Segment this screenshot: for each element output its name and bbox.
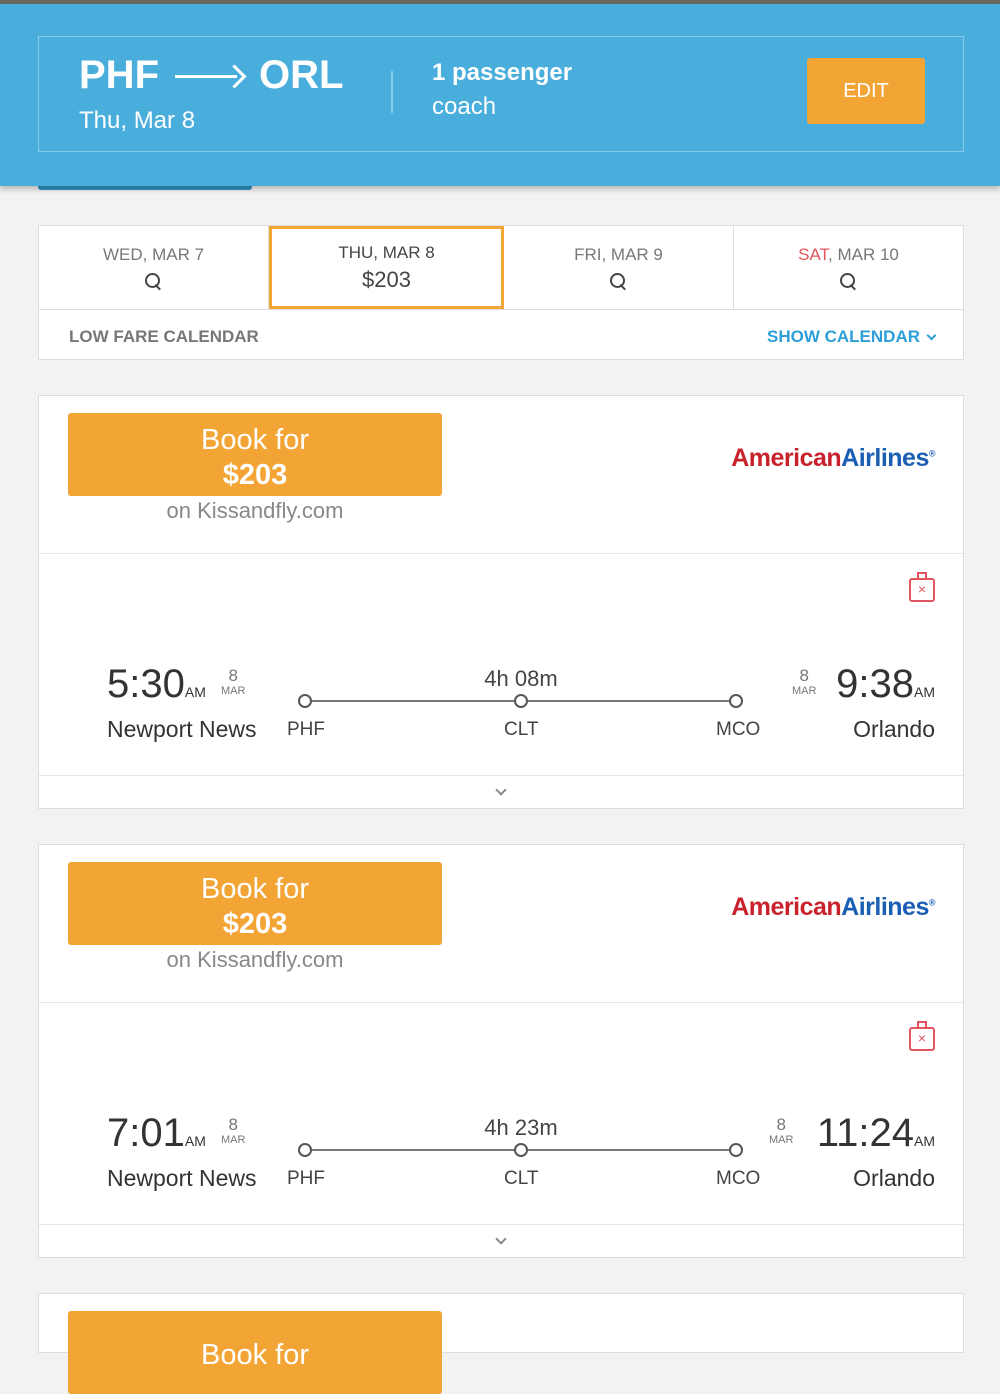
arrival-airport-code: MCO: [716, 719, 761, 740]
departure-time-value: 7:01: [107, 1111, 185, 1155]
arrow-right-icon: [175, 64, 243, 88]
arrival-day: 8: [776, 1115, 786, 1134]
origin-code: PHF: [79, 53, 159, 97]
departure-time-value: 5:30: [107, 662, 185, 706]
departure-time: [107, 1111, 206, 1156]
search-summary-box: [38, 36, 964, 152]
arrival-month: MAR: [792, 685, 817, 697]
date-tab-price: $203: [362, 266, 411, 292]
expand-details-toggle[interactable]: [39, 1225, 963, 1257]
departure-ampm: AM: [184, 684, 206, 700]
arrival-city: Orlando: [853, 1165, 935, 1191]
chevron-down-icon: [495, 784, 506, 795]
arrival-time: [836, 662, 935, 707]
edit-search-button[interactable]: EDIT: [807, 58, 925, 124]
arrival-time: [817, 1111, 935, 1156]
stop-node: [514, 1143, 528, 1157]
airline-name-part: American: [731, 893, 842, 921]
departure-date: [221, 666, 246, 697]
date-tab-sat-mar-10[interactable]: [734, 226, 963, 309]
stop-airport-code: CLT: [504, 1168, 539, 1189]
flight-result-card: [38, 395, 964, 809]
arrival-day: 8: [799, 666, 809, 685]
book-button[interactable]: [68, 1311, 442, 1394]
date-tab-day: FRI: [574, 244, 602, 264]
show-calendar-label: SHOW CALENDAR: [767, 327, 920, 346]
book-price: $203: [222, 907, 288, 940]
no-bag-icon: ×: [909, 1021, 935, 1053]
search-summary-header: [0, 4, 1000, 186]
booking-site: on Kissandfly.com: [166, 498, 344, 523]
date-tab-thu-mar-8[interactable]: [269, 226, 504, 309]
flight-duration: 4h 08m: [484, 666, 558, 691]
date-tab-wed-mar-7[interactable]: [39, 226, 269, 309]
search-icon: [610, 273, 628, 291]
date-tab-date: , MAR 8: [373, 242, 435, 262]
flight-result-card: [38, 844, 964, 1258]
date-tab-day: WED: [102, 244, 143, 264]
flight-card-header: [39, 1294, 963, 1371]
arrival-date: [769, 1115, 794, 1146]
date-tabs: [39, 226, 963, 310]
book-button[interactable]: [68, 862, 442, 945]
origin-node: [298, 694, 312, 708]
arrival-time-value: 11:24: [816, 1111, 914, 1155]
departure-date: [221, 1115, 246, 1146]
arrival-month: MAR: [769, 1134, 794, 1146]
show-calendar-link[interactable]: [767, 327, 935, 347]
chevron-down-icon: [927, 330, 937, 340]
book-label: Book for: [201, 423, 309, 456]
departure-ampm: AM: [184, 1133, 206, 1149]
stop-node: [514, 694, 528, 708]
flight-duration: 4h 23m: [484, 1115, 558, 1140]
departure-city: Newport News: [107, 716, 257, 742]
departure-month: MAR: [221, 685, 246, 697]
arrival-city: Orlando: [853, 716, 935, 742]
passenger-count: 1 passenger: [432, 59, 573, 86]
airline-name-part: Airlines: [841, 893, 929, 921]
booking-site: on Kissandfly.com: [166, 947, 344, 972]
date-tab-fri-mar-9[interactable]: [504, 226, 734, 309]
flight-result-card: [38, 1293, 964, 1371]
flight-card-header: [39, 845, 963, 1003]
airline-name-part: Airlines: [841, 444, 929, 472]
book-label: Book for: [201, 872, 309, 905]
no-bag-icon: ×: [909, 572, 935, 604]
departure-airport-code: PHF: [287, 1168, 325, 1189]
flight-itinerary: [39, 1003, 963, 1225]
arrival-airport-code: MCO: [716, 1168, 761, 1189]
date-tab-date: , MAR 7: [142, 244, 205, 264]
book-price: $203: [222, 458, 288, 491]
search-icon: [145, 273, 163, 291]
departure-city: Newport News: [107, 1165, 257, 1191]
low-fare-calendar-label: LOW FARE CALENDAR: [69, 327, 259, 346]
arrival-time-value: 9:38: [836, 662, 914, 706]
date-tab-label: [103, 245, 204, 265]
airline-name-part: American: [731, 444, 842, 472]
destination-code: ORL: [259, 53, 344, 97]
departure-day: 8: [228, 1115, 238, 1134]
stop-airport-code: CLT: [504, 719, 539, 740]
arrival-node: [729, 1143, 743, 1157]
departure-airport-code: PHF: [287, 719, 325, 740]
registered-mark: ®: [928, 897, 935, 908]
departure-time: [107, 662, 206, 707]
arrival-date: [792, 666, 817, 697]
departure-month: MAR: [221, 1134, 246, 1146]
date-tab-date: , MAR 9: [601, 244, 663, 264]
route: [79, 53, 343, 98]
search-icon: [840, 273, 858, 291]
chevron-down-icon: [495, 1233, 506, 1244]
date-tab-day: SAT: [798, 244, 829, 264]
date-tab-date: , MAR 10: [828, 244, 899, 264]
arrival-ampm: AM: [914, 1133, 935, 1149]
book-label: Book for: [201, 1339, 309, 1371]
origin-node: [298, 1143, 312, 1157]
expand-details-toggle[interactable]: [39, 776, 963, 808]
flight-itinerary: [39, 554, 963, 776]
date-tab-label: [798, 245, 899, 265]
date-selector: [38, 225, 964, 360]
date-tab-day: THU: [338, 242, 374, 262]
arrival-ampm: AM: [914, 684, 935, 700]
cabin-class: coach: [432, 93, 497, 120]
departure-day: 8: [228, 666, 238, 685]
registered-mark: ®: [928, 448, 935, 459]
arrival-node: [729, 694, 743, 708]
airline-logo: [731, 893, 935, 922]
divider: [391, 71, 393, 113]
book-button[interactable]: [68, 413, 442, 496]
date-tab-label: [338, 243, 434, 263]
travel-date: Thu, Mar 8: [79, 107, 196, 134]
airline-logo: [731, 444, 935, 473]
flight-card-header: [39, 396, 963, 554]
date-tab-label: [574, 245, 663, 265]
